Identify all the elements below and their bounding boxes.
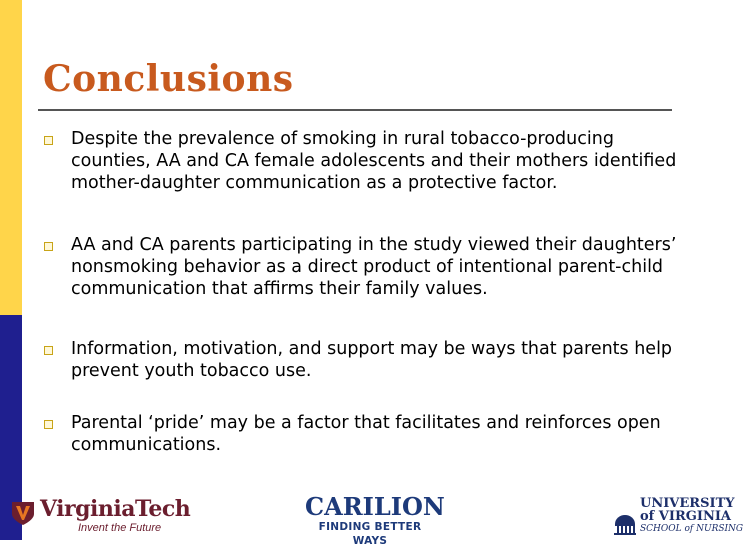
bullet-text: Despite the prevalence of smoking in rural tobacco-producing counties, AA and CA female adolescents and their mothers identified mother-daughter communication as a protective factor. xyxy=(71,129,677,193)
virginia-tech-logo xyxy=(10,496,191,536)
carilion-name: CARILION xyxy=(305,492,445,521)
title-divider xyxy=(38,109,672,111)
uva-line-2: of VIRGINIA xyxy=(640,509,731,524)
carilion-tagline: FINDING BETTER WAYS xyxy=(318,521,422,547)
bullet-square-icon xyxy=(44,420,53,429)
bullet-text: Information, motivation, and support may be ways that parents help prevent youth tobacco use. xyxy=(71,339,673,381)
uva-line-3: SCHOOL of NURSING xyxy=(640,524,743,534)
bullet-square-icon xyxy=(44,136,53,145)
bullet-square-icon xyxy=(44,346,53,355)
bullet-text: Parental ‘pride’ may be a factor that facilitates and reinforces open communications. xyxy=(71,413,661,455)
accent-stripe-top xyxy=(0,0,22,315)
uva-rotunda-icon xyxy=(612,510,638,536)
uva-nursing-logo xyxy=(612,496,743,538)
carilion-logo xyxy=(305,492,445,547)
bullet-text: AA and CA parents participating in the study viewed their daughters’ nonsmoking behavior as a direct product of intentional parent-child communication that affirms their family values. xyxy=(71,235,677,299)
bullet-square-icon xyxy=(44,242,53,251)
virginia-tech-shield-icon xyxy=(10,500,36,526)
virginia-tech-name: VirginiaTech xyxy=(40,496,191,522)
uva-line-1: UNIVERSITY xyxy=(640,496,735,511)
slide-title: Conclusions xyxy=(43,58,294,100)
virginia-tech-tagline: Invent the Future xyxy=(78,522,162,534)
